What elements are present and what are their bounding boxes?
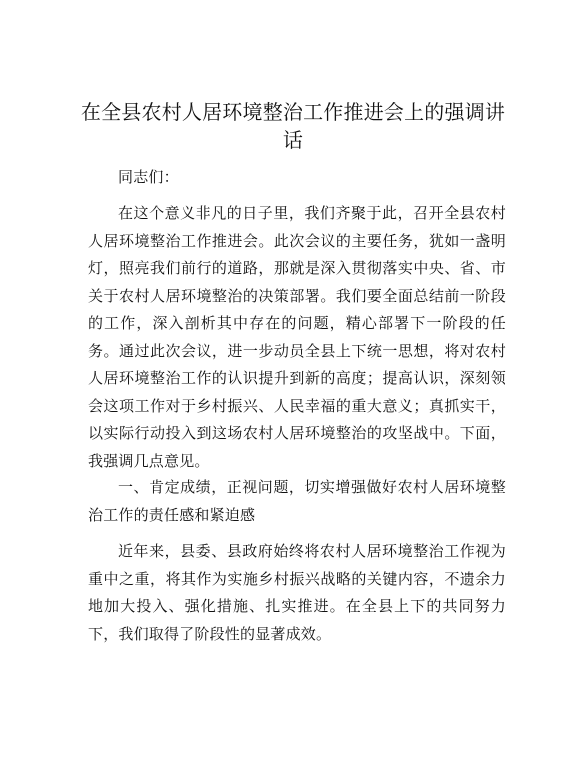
section-paragraph: 近年来，县委、县政府始终将农村人居环境整治工作视为重中之重，将其作为实施乡村振兴战略的关键内容，不遗余力地加大投入、强化措施、扎实推进。在全县上下的共同努力下，我们取得了阶段性的显著成效。	[88, 542, 506, 643]
document-title: 在全县农村人居环境整治工作推进会上的强调讲话	[80, 100, 506, 152]
section-heading: 一、肯定成绩，正视问题，切实增强做好农村人居环境整治工作的责任感和紧迫感	[88, 478, 506, 524]
salutation: 同志们：	[118, 168, 179, 186]
paragraph-intro: 在这个意义非凡的日子里，我们齐聚于此，召开全县农村人居环境整治工作推进会。此次会议的主要任务，犹如一盏明灯，照亮我们前行的道路，那就是深入贯彻落实中央、省、市关于农村人居环境整治的决策部署。我们要全面总结前一阶段的工作，深入剖析其中存在的问题，精心部署下一阶段的任务。通过此次会议，进一步动员全县上下统一思想，将对农村人居环境整治工作的认识提升到新的高度；提高认识，深刻领会这项工作对于乡村振兴、人民幸福的重大意义；真抓实干，以实际行动投入到这场农村人居环境整治的攻坚战中。下面，我强调几点意见。	[88, 204, 506, 470]
